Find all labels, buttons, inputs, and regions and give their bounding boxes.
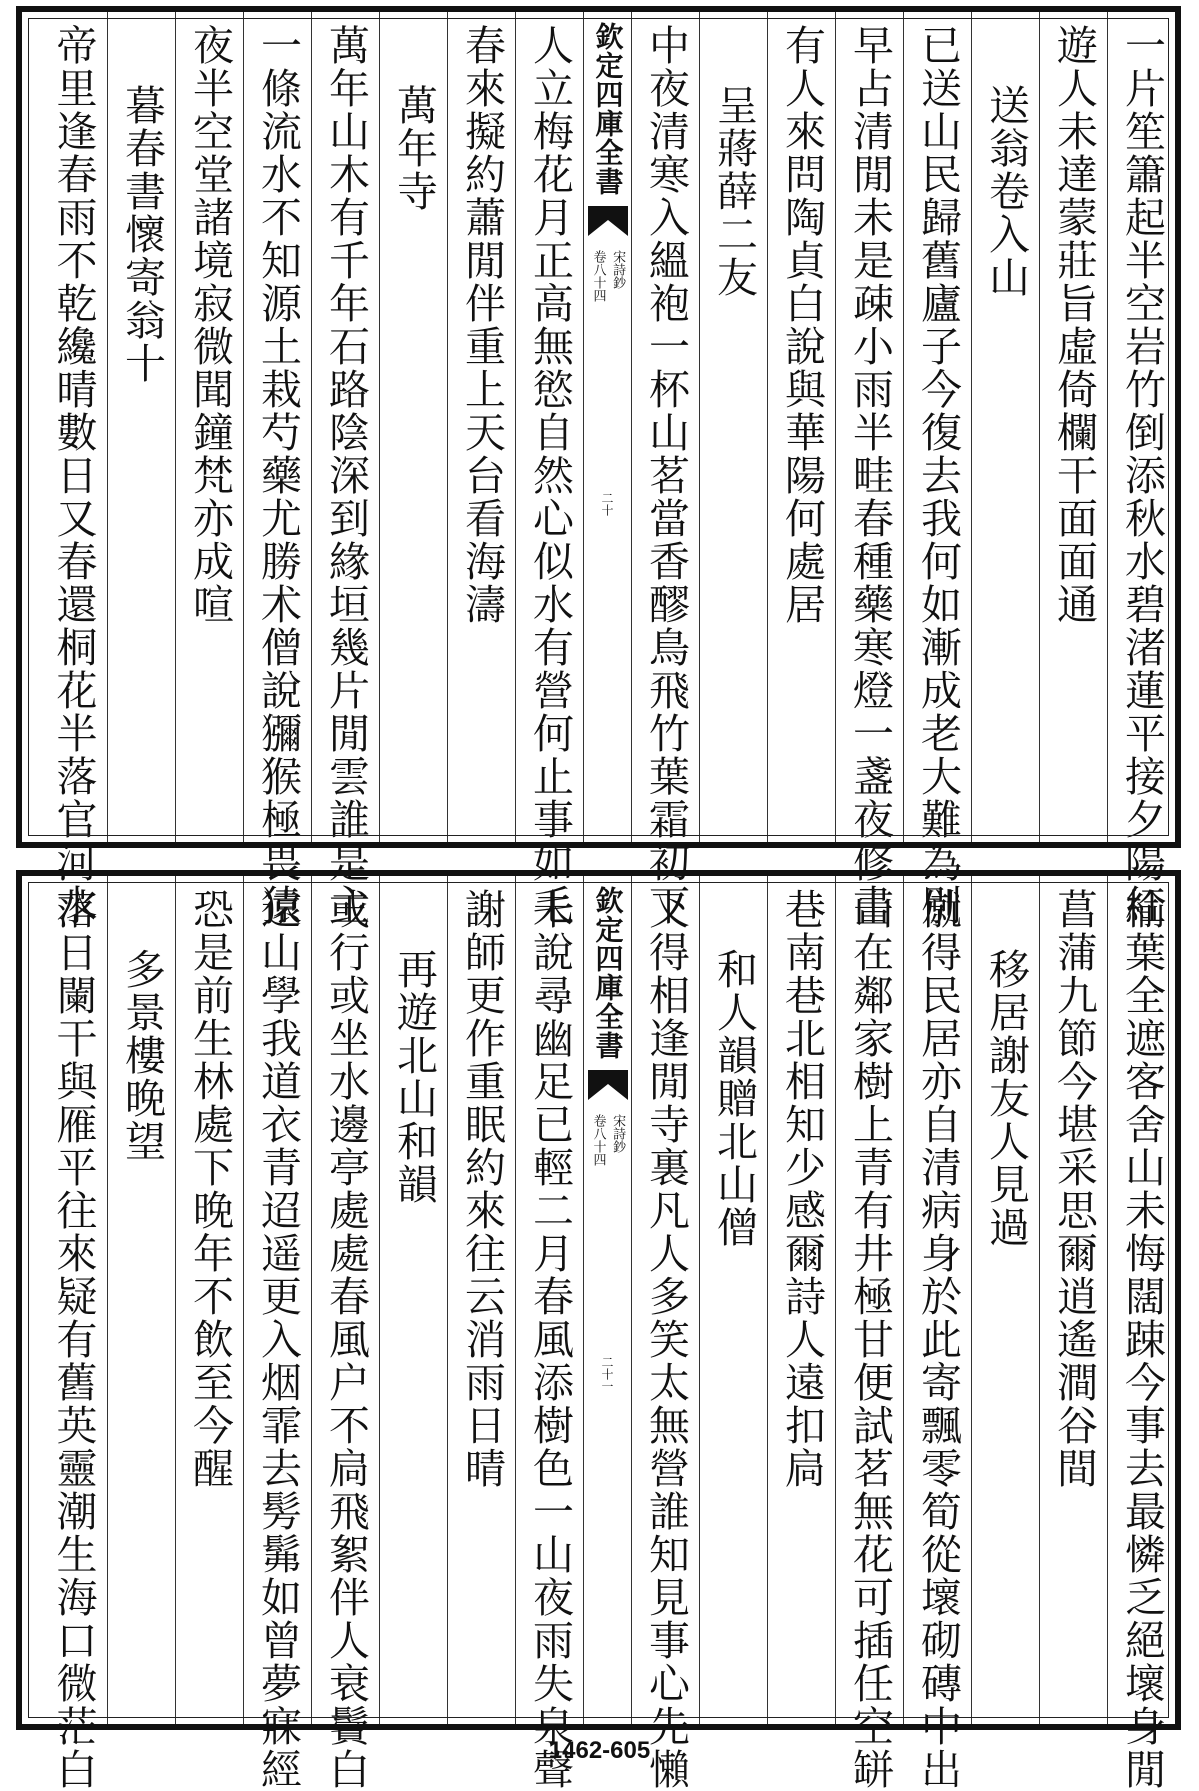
text-column bbox=[243, 876, 311, 1791]
column-text: 山在鄰家樹上青有井極甘便試茗無花可插任空缾 bbox=[846, 888, 894, 1791]
column-text: 早占清閒未是疎小雨半畦春種藥寒燈一盞夜修書 bbox=[846, 24, 894, 927]
center-sublabels bbox=[591, 250, 624, 302]
poem-title-column bbox=[699, 876, 767, 1724]
folio-number: 二十一 bbox=[600, 1356, 614, 1392]
column-text: 恐是前生林處下晚年不飲至今醒 bbox=[186, 888, 234, 1490]
text-column bbox=[39, 876, 107, 1791]
text-column bbox=[175, 12, 243, 842]
column-text: 或行或坐水邊亭處處春風户不扃飛絮伴人衰鬢白 bbox=[322, 888, 370, 1791]
column-text: 謝師更作重眠約來往云消雨日晴 bbox=[458, 888, 506, 1490]
poem-title-column bbox=[379, 12, 447, 842]
column-text: 菖蒲九節今堪采思爾逍遙澗谷間 bbox=[1050, 888, 1098, 1490]
text-column bbox=[311, 12, 379, 927]
text-column bbox=[175, 876, 243, 1724]
text-column bbox=[39, 12, 107, 927]
text-column bbox=[1039, 876, 1107, 1724]
poem-title: 暮春書懷寄翁十 bbox=[118, 84, 166, 385]
poem-title-column bbox=[107, 876, 175, 1724]
text-column bbox=[243, 12, 311, 927]
center-volume: 卷八十四 bbox=[590, 250, 606, 302]
column-text: 落日闌干與雁平往來疑有舊英靈潮生海口微茫白 bbox=[49, 888, 98, 1791]
center-fold bbox=[583, 876, 631, 1724]
text-column bbox=[631, 876, 699, 1791]
column-text: 帝里逢春雨不乾纔晴數日又春還桐花半落官河水 bbox=[49, 24, 98, 927]
column-text: 巷南巷北相知少感爾詩人遠扣扃 bbox=[778, 888, 826, 1490]
poem-title: 移居謝友人見過 bbox=[982, 948, 1030, 1249]
center-sublabels bbox=[591, 1114, 624, 1166]
column-text: 遠山學我道衣青迢遥更入烟霏去髣髴如曾夢寐經 bbox=[254, 888, 302, 1791]
column-text: 春來擬約蕭閒伴重上天台看海濤 bbox=[458, 24, 506, 626]
poem-title: 呈蔣薛二友 bbox=[710, 84, 758, 299]
center-volume: 卷八十四 bbox=[590, 1114, 606, 1166]
column-text: 已送山民歸舊廬子今復去我何如漸成老大難為別 bbox=[914, 24, 962, 927]
text-column bbox=[835, 876, 903, 1791]
text-column bbox=[767, 12, 835, 842]
column-text: 榆葉全遮客舍山未悔闊踈今事去最憐乏絕壞身閒 bbox=[1118, 888, 1166, 1791]
center-label: 欽定四庫全書 bbox=[591, 22, 625, 196]
column-text: 人立梅花月正高無慾自然心似水有營何止事如毛 bbox=[526, 24, 574, 927]
text-column bbox=[903, 876, 971, 1791]
poem-title: 萬年寺 bbox=[390, 84, 438, 213]
page-footer-number: 1462-605 bbox=[548, 1737, 651, 1764]
text-column bbox=[515, 876, 583, 1791]
column-text: 遊人未達蒙莊旨虛倚欄干面面通 bbox=[1050, 24, 1098, 626]
poem-title: 再遊北山和韻 bbox=[390, 948, 438, 1206]
poem-title: 多景樓晚望 bbox=[118, 948, 166, 1163]
text-column bbox=[447, 876, 515, 1724]
column-text: 萬年山木有千年石路陰深到緣垣幾片閒雲誰是主 bbox=[322, 24, 370, 927]
fish-tail-mark-icon bbox=[588, 206, 628, 236]
column-text: 未說尋幽足已輕二月春風添樹色一山夜雨失泉聲 bbox=[526, 888, 574, 1791]
center-fold bbox=[583, 12, 631, 842]
column-text: 又得相逢閒寺裏凡人多笑太無營誰知見事心先懶 bbox=[642, 888, 690, 1791]
text-column bbox=[311, 876, 379, 1791]
text-column bbox=[447, 12, 515, 842]
column-text: 有人來問陶貞白說與華陽何處居 bbox=[778, 24, 826, 626]
column-text: 中夜清寒入縕袍一杯山茗當香醪鳥飛竹葉霜初下 bbox=[642, 24, 690, 927]
center-label: 欽定四庫全書 bbox=[591, 886, 625, 1060]
fish-tail-mark-icon bbox=[588, 1070, 628, 1100]
folio-number: 二十 bbox=[600, 492, 614, 516]
text-column bbox=[1107, 876, 1175, 1791]
column-text: 一片笙簫起半空岩竹倒添秋水碧渚蓮平接夕陽紅 bbox=[1118, 24, 1166, 927]
text-column bbox=[1039, 12, 1107, 842]
poem-title-column bbox=[699, 12, 767, 842]
poem-title-column bbox=[971, 12, 1039, 842]
column-text: 一條流水不知源土栽芍藥尤勝术僧說獼猴極畏猿 bbox=[254, 24, 302, 927]
poem-title-column bbox=[971, 876, 1039, 1724]
poem-title-column bbox=[107, 12, 175, 842]
text-column bbox=[903, 12, 971, 927]
poem-title-column bbox=[379, 876, 447, 1724]
center-book-name: 宋詩鈔 bbox=[610, 250, 626, 289]
text-column bbox=[1107, 12, 1175, 927]
text-column bbox=[631, 12, 699, 927]
text-column bbox=[835, 12, 903, 927]
column-text: 僦得民居亦自清病身於此寄飄零筍從壞砌磚中出 bbox=[914, 888, 962, 1791]
text-column bbox=[767, 876, 835, 1724]
center-book-name: 宋詩鈔 bbox=[610, 1114, 626, 1153]
page-top bbox=[16, 6, 1181, 927]
column-text: 夜半空堂諸境寂微聞鐘梵亦成喧 bbox=[186, 24, 234, 626]
poem-title: 送翁卷入山 bbox=[982, 84, 1030, 299]
text-column bbox=[515, 12, 583, 927]
poem-title: 和人韻贈北山僧 bbox=[710, 948, 758, 1249]
